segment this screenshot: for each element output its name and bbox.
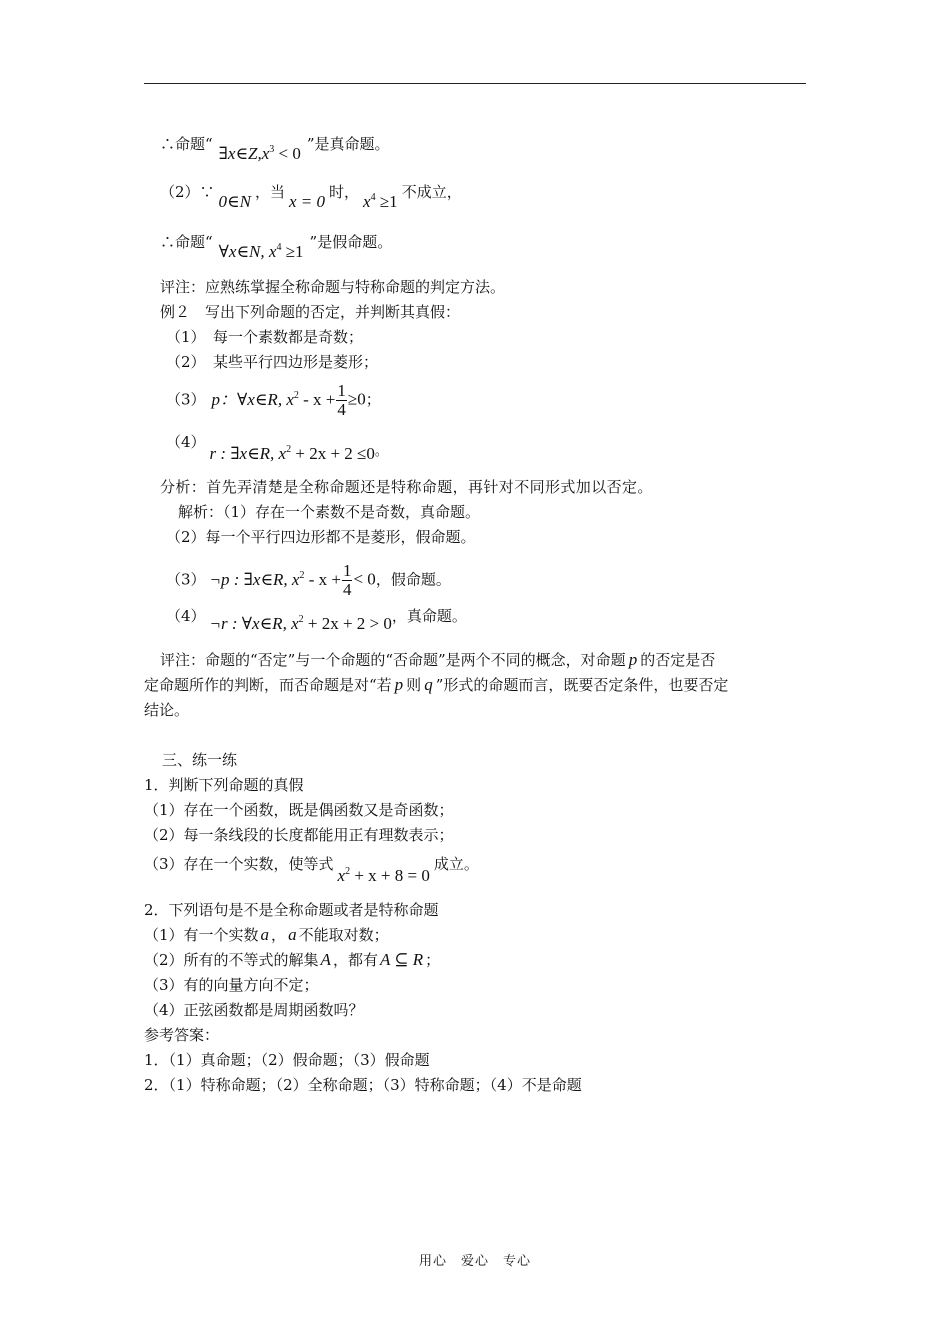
question-2-item-1: （1）有一个实数 a ， a 不能取对数；	[144, 925, 389, 944]
analysis: 分析：首先弄清楚是全称命题还是特称命题，再针对不同形式加以否定。	[160, 478, 653, 496]
question-1-item-1: （1）存在一个函数，既是偶函数又是奇函数；	[144, 801, 454, 819]
header-rule	[144, 83, 806, 84]
solution-3: （3） ¬p : ∃x∈R, $x^2$ - x + $\frac{1}{4}$ < 0，假命题。	[166, 561, 451, 599]
solution-4: （4） ¬r : ∀x∈R, $x^2 + 2x + 2 > 0$，真命题。	[166, 607, 467, 633]
question-2: 2．下列语句是不是全称命题或者是特称命题	[144, 901, 439, 919]
question-2-item-4: （4）正弦函数都是周期函数吗？	[144, 1001, 364, 1019]
solution-1: 解析：（1）存在一个素数不是奇数，真命题。	[178, 503, 481, 521]
comment-2-line-2: 定命题所作的判断，而否命题是对“若 p 则 q ”形式的命题而言，既要否定条件，也要否定	[144, 675, 729, 694]
example-2-title: 例２ 写出下列命题的否定，并判断其真假：	[160, 303, 461, 321]
example-item-2: （2） 某些平行四边形是菱形；	[166, 353, 379, 371]
line-forall-n: ∴命题“ ∀x∈N, $x^4 \ge 1$ ”是假命题。	[160, 233, 393, 261]
line-zero-in-n: （2）∵ 0∈N ，当 x = 0 时， $x^4 \ge 1$ 不成立，	[160, 183, 462, 211]
example-item-4: （4）r : ∃x∈R, $x^2 + 2x + 2 \le 0$。	[166, 433, 388, 463]
comment-2-line-3: 结论。	[144, 701, 190, 719]
line-exists-z: ∴命题“ $\exists x\in Z,x^3 < 0$ ”是真命题。	[160, 135, 390, 163]
section-3-title: 三、练一练	[162, 751, 238, 769]
answers-title: 参考答案：	[144, 1026, 220, 1044]
question-1-item-3: （3）存在一个实数，使等式$x^2 + x + 8 = 0$成立。	[144, 855, 479, 885]
solution-2: （2）每一个平行四边形都不是菱形，假命题。	[166, 528, 476, 546]
example-item-3: （3） p：∀x∈R, $x^2$ - x + $\frac{1}{4}$ ≥0；	[166, 381, 381, 419]
page-footer: 用心 爱心 专心	[418, 1254, 531, 1269]
question-2-item-3: （3）有的向量方向不定；	[144, 976, 319, 994]
question-1-item-2: （2）每一条线段的长度都能用正有理数表示；	[144, 826, 454, 844]
question-2-item-2: （2）所有的不等式的解集 A ，都有 A ⊆ R ；	[144, 950, 441, 969]
comment-1: 评注：应熟练掌握全称命题与特称命题的判定方法。	[160, 278, 506, 296]
example-item-1: （1） 每一个素数都是奇数；	[166, 328, 364, 346]
question-1: 1．判断下列命题的真假	[144, 776, 304, 794]
comment-2-line-1: 评注：命题的“否定”与一个命题的“否命题”是两个不同的概念，对命题 p 的否定是否	[160, 650, 716, 669]
answer-2: 2．（1）特称命题；（2）全称命题；（3）特称命题；（4）不是命题	[144, 1076, 582, 1094]
answer-1: 1．（1）真命题；（2）假命题；（3）假命题	[144, 1051, 430, 1069]
